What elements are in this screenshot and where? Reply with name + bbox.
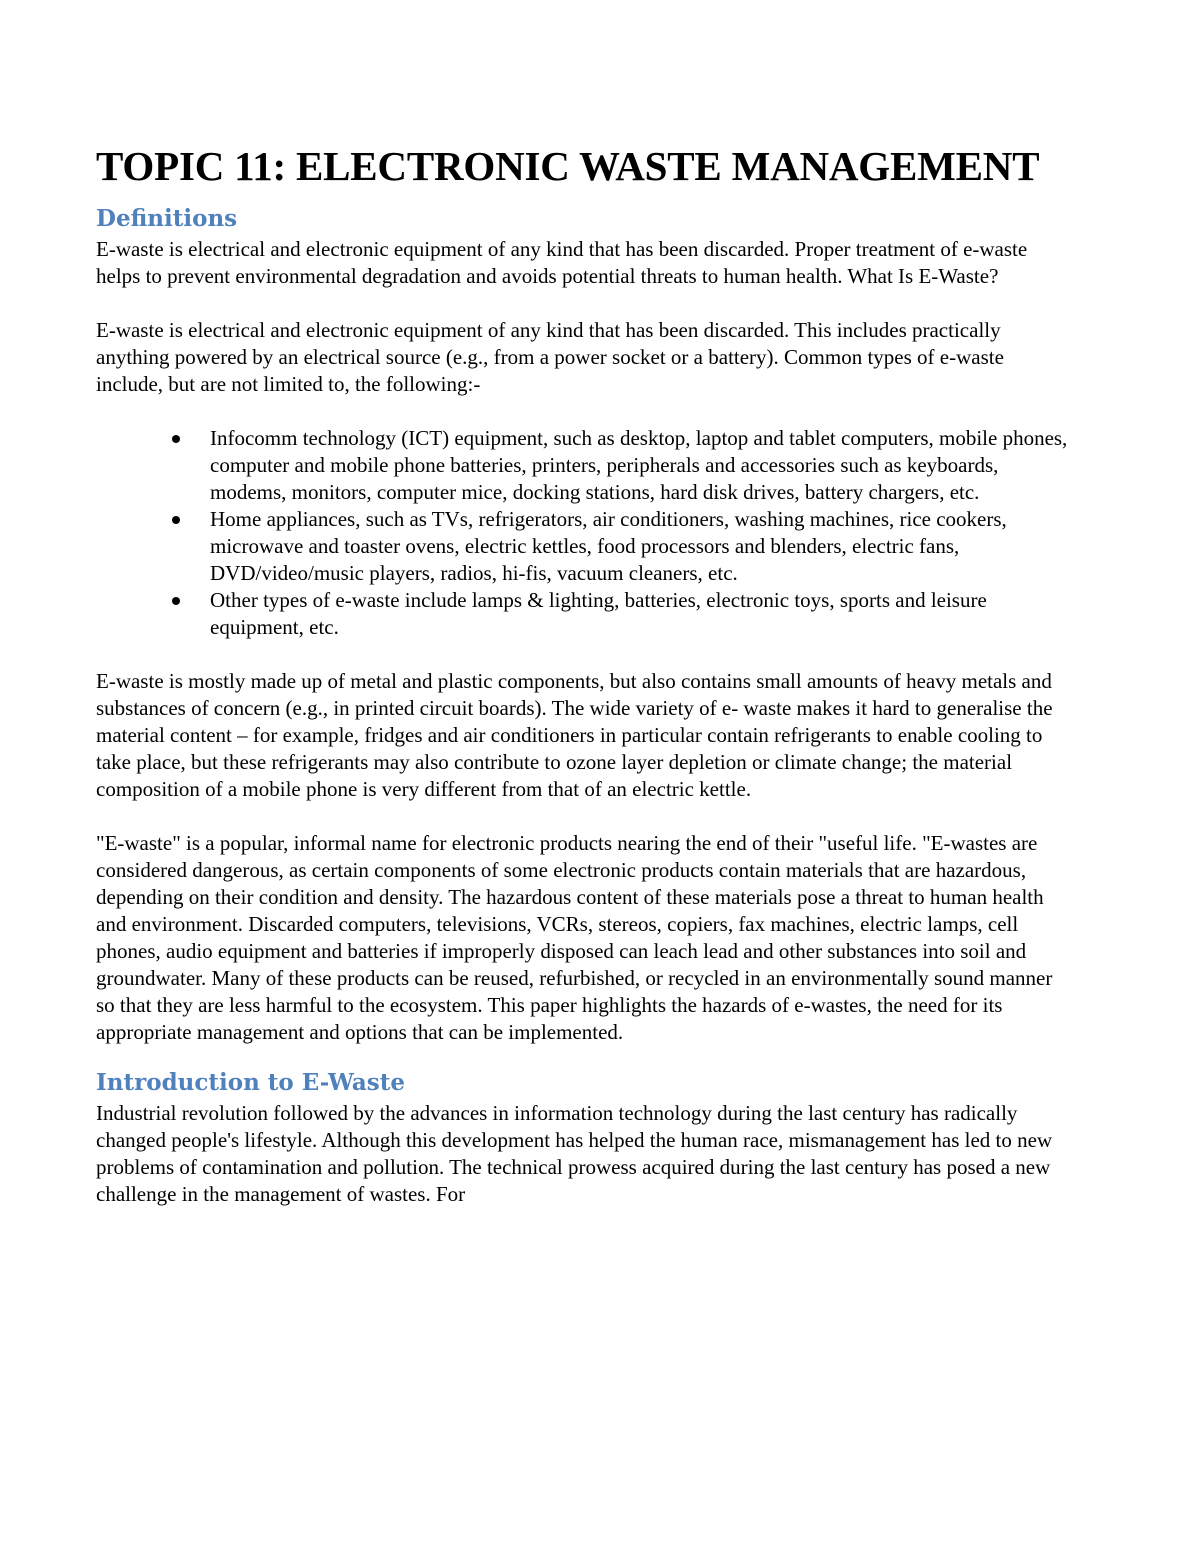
introduction-heading: Introduction to E-Waste <box>96 1069 405 1096</box>
document-page <box>96 140 1071 1208</box>
list-item-text: Other types of e-waste include lamps & lighting, batteries, electronic toys, sports and leisure equipment, etc. <box>210 588 987 639</box>
definitions-heading: Definitions <box>96 205 238 232</box>
list-item <box>210 587 1071 641</box>
ewaste-types-list <box>96 425 1071 641</box>
definitions-paragraph-2: E-waste is electrical and electronic equipment of any kind that has been discarded. This includes practically anything powered by an electrical source (e.g., from a power socket or a battery). Common types of e-waste include, but are not limited to, the following:- <box>96 318 1004 396</box>
list-item <box>210 506 1071 587</box>
spacer <box>96 803 1071 830</box>
bullet-icon <box>172 597 180 605</box>
bullet-icon <box>172 435 180 443</box>
list-item-text: Home appliances, such as TVs, refrigerators, air conditioners, washing machines, rice cookers, microwave and toaster ovens, electric kettles, food processors and blenders, electric fans, DVD/video/music players, radios, hi-fis, vacuum cleaners, etc. <box>210 507 1007 585</box>
list-item-text: Infocomm technology (ICT) equipment, such as desktop, laptop and tablet computers, mobile phones, computer and mobile phone batteries, printers, peripherals and accessories such as keyboards, modems, monitors, computer mice, docking stations, hard disk drives, battery chargers, etc. <box>210 426 1068 504</box>
document-title: TOPIC 11: ELECTRONIC WASTE MANAGEMENT <box>96 143 1040 189</box>
introduction-paragraph-1: Industrial revolution followed by the advances in information technology during the last century has radically changed people's lifestyle. Although this development has helped the human race, mismanagement has led to new problems of contamination and pollution. The technical prowess acquired during the last century has posed a new challenge in the management of wastes. For <box>96 1101 1053 1206</box>
definitions-paragraph-4: "E-waste" is a popular, informal name for electronic products nearing the end of their "useful life. "E-wastes are considered dangerous, as certain components of some electronic products contain materials that are hazardous, depending on their condition and density. The hazardous content of these materials pose a threat to human health and environment. Discarded computers, televisions, VCRs, stereos, copiers, fax machines, electric lamps, cell phones, audio equipment and batteries if improperly disposed can leach lead and other substances into soil and groundwater. Many of these products can be reused, refurbished, or recycled in an environmentally sound manner so that they are less harmful to the ecosystem. This paper highlights the hazards of e-wastes, the need for its appropriate management and options that can be implemented. <box>96 831 1053 1044</box>
bullet-icon <box>172 516 180 524</box>
definitions-paragraph-3: E-waste is mostly made up of metal and plastic components, but also contains small amounts of heavy metals and substances of concern (e.g., in printed circuit boards). The wide variety of e- waste makes it hard to generalise the material content – for example, fridges and air conditioners in particular contain refrigerants to enable cooling to take place, but these refrigerants may also contribute to ozone layer depletion or climate change; the material composition of a mobile phone is very different from that of an electric kettle. <box>96 669 1053 801</box>
list-item <box>210 425 1071 506</box>
definitions-paragraph-1: E-waste is electrical and electronic equipment of any kind that has been discarded. Proper treatment of e-waste helps to prevent environmental degradation and avoids potential threats to human health. What Is E-Waste? <box>96 237 1028 288</box>
spacer <box>96 290 1071 317</box>
